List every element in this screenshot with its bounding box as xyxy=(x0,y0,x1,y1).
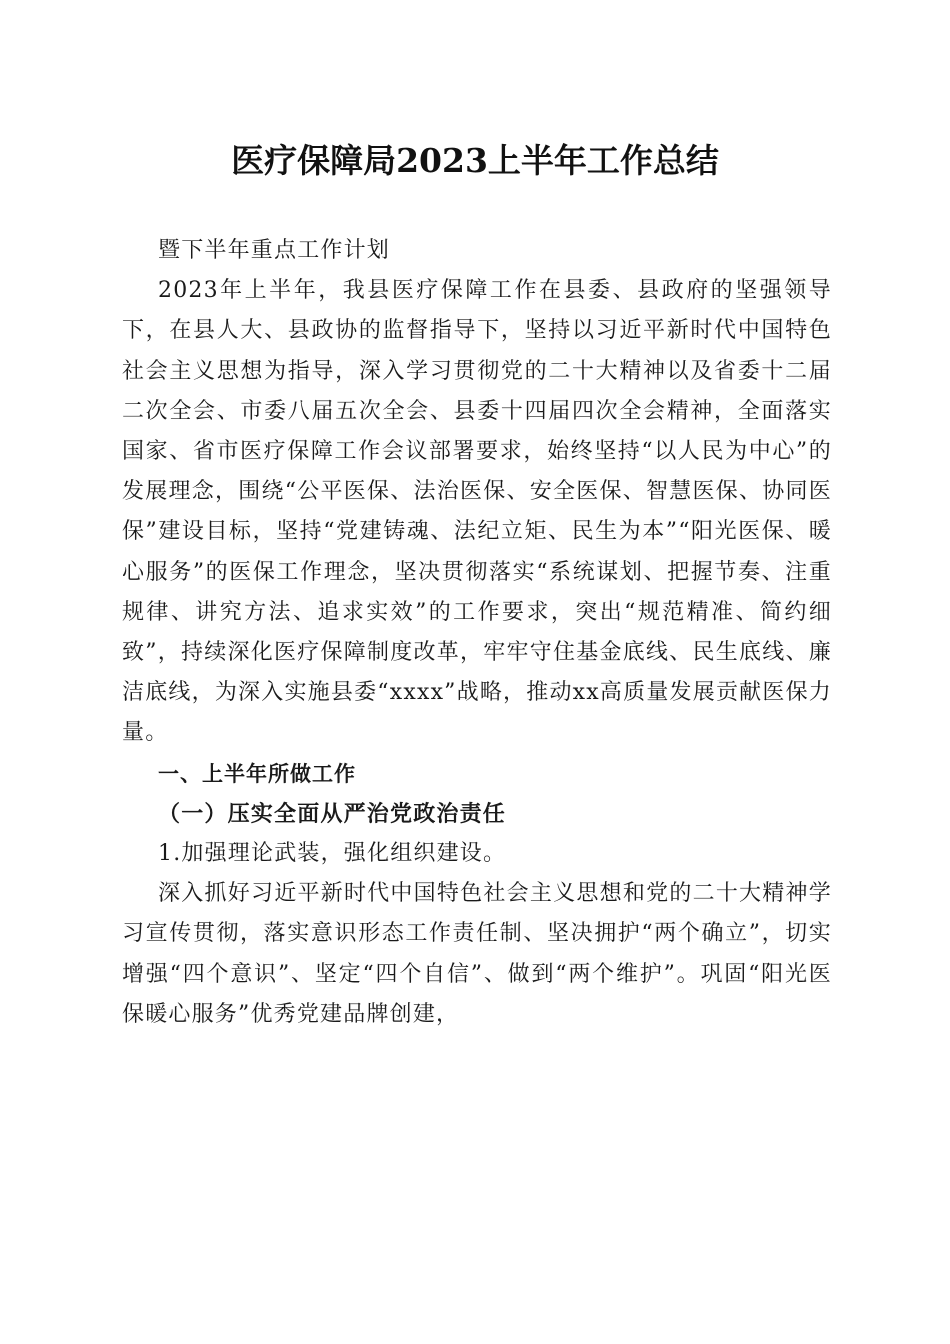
section-heading: 一、上半年所做工作 xyxy=(158,761,356,786)
document-body xyxy=(122,231,832,1035)
document-subtitle: 暨下半年重点工作计划 xyxy=(158,238,391,263)
document-title: 医疗保障局2023上半年工作总结 xyxy=(231,141,719,180)
item-heading: 1.加强理论武装，强化组织建设。 xyxy=(158,841,507,867)
subsection-heading: （一）压实全面从严治党政治责任 xyxy=(158,800,507,827)
intro-paragraph: 2023年上半年，我县医疗保障工作在县委、县政府的坚强领导下，在县人大、县政协的监督指导下，坚持以习近平新时代中国特色社会主义思想为指导，深入学习贯彻党的二十大精神以及省委十二届二次全会、市委八届五次全会、县委十四届四次全会精神，全面落实国家、省市医疗保障工作会议部署要求，始终坚持“以人民为中心”的发展理念，围绕“公平医保、法治医保、安全医保、智慧医保、协同医保”建设目标，坚持“党建铸魂、法纪立矩、民生为本”“阳光医保、暖心服务”的医保工作理念，坚决贯彻落实“系统谋划、把握节奏、注重规律、讲究方法、追求实效”的工作要求，突出“规范精准、简约细致”，持续深化医疗保障制度改革，牢牢守住基金底线、民生底线、廉洁底线，为深入实施县委“xxxx”战略，推动xx高质量发展贡献医保力量。 xyxy=(122,278,832,746)
item-body-paragraph: 深入抓好习近平新时代中国特色社会主义思想和党的二十大精神学习宣传贯彻，落实意识形态工作责任制、坚决拥护“两个确立”，切实增强“四个意识”、坚定“四个自信”、做到“两个维护”。巩固“阳光医保暖心服务”优秀党建品牌创建， xyxy=(122,881,832,1027)
